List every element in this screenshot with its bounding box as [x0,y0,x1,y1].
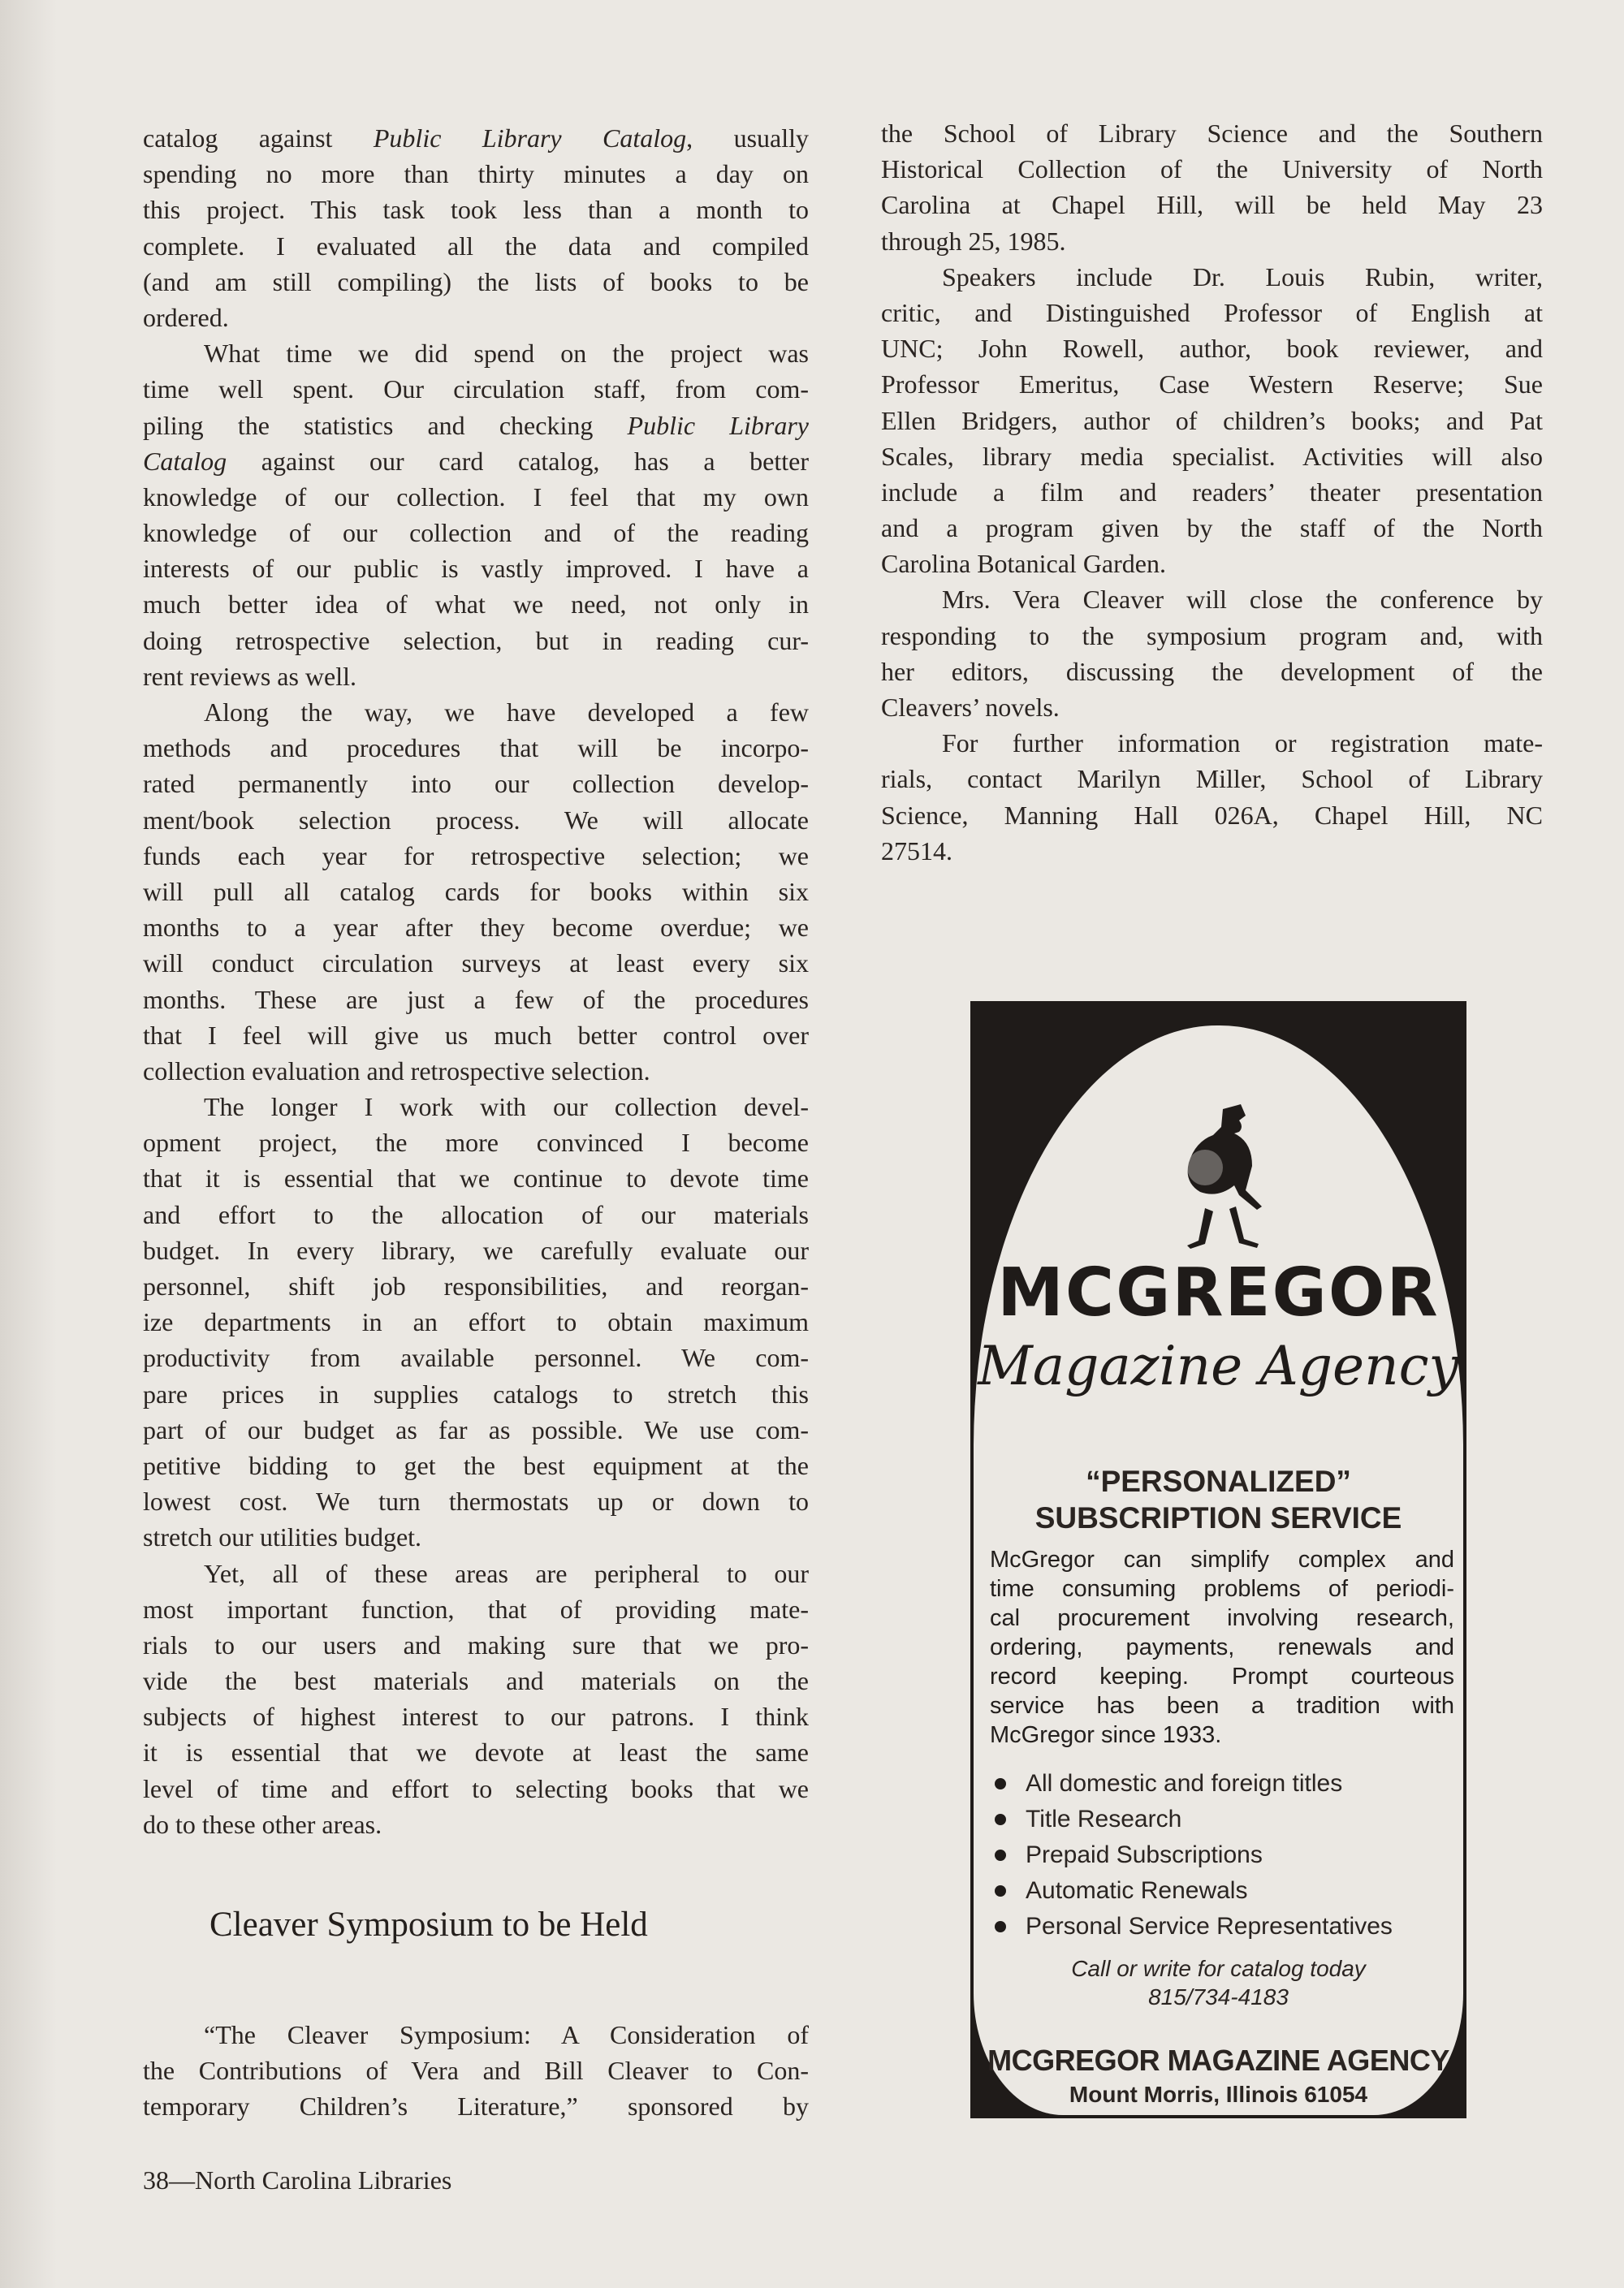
text-line: Science, Manning Hall 026A, Chapel Hill, NC [881,800,1543,830]
text-line: the School of Library Science and the Southern [881,119,1543,148]
text-line: Scales, library media specialist. Activities will also [881,441,1543,471]
text-line: part of our budget as far as possible. We use com- [143,1414,809,1444]
text-line: The longer I work with our collection devel- [204,1092,809,1122]
text-line: ment/book selection process. We will allocate [143,805,809,835]
text-line: productivity from available personnel. We com- [143,1343,809,1373]
list-item [990,1837,1393,1873]
text-line: months. These are just a few of the procedures [143,984,809,1014]
text-line: subjects of highest interest to our patrons. I think [143,1702,809,1732]
text-line: collection evaluation and retrospective selection. [143,1056,650,1086]
text-line: the Contributions of Vera and Bill Cleaver to Con- [143,2056,809,2086]
text-line: rated permanently into our collection develop- [143,769,809,799]
list-item-label: Personal Service Representatives [1026,1913,1393,1940]
text-line: service has been a tradition with [990,1693,1454,1719]
text-line: most important function, that of providing mate- [143,1594,809,1624]
bullet-icon [995,1921,1006,1932]
text-line: record keeping. Prompt courteous [990,1664,1454,1690]
text-line: UNC; John Rowell, author, book reviewer, and [881,334,1543,364]
text-line: and effort to the allocation of our materials [143,1199,809,1229]
ad-feature-list [990,1766,1393,1945]
list-item-label: Title Research [1026,1806,1182,1833]
left-column [143,120,809,1842]
text-line: months to a year after they become overdue; we [143,913,809,943]
text-line: (and am still compiling) the lists of books to be [143,266,809,296]
text-line: that I feel will give us much better control over [143,1020,809,1050]
text-line: Along the way, we have developed a few [204,697,809,727]
text-line: Carolina Botanical Garden. [881,549,1166,579]
text-line: Ellen Bridgers, author of children’s books; and Pat [881,405,1543,435]
ad-phone: 815/734-4183 [1148,1984,1289,2010]
text-line: knowledge of our collection. I feel that my own [143,481,809,512]
ad-subheadline: SUBSCRIPTION SERVICE [1034,1501,1402,1535]
text-line: Carolina at Chapel Hill, will be held May 23 [881,190,1543,220]
text-line: level of time and effort to selecting books that we [143,1773,809,1803]
text-line: through 25, 1985. [881,226,1066,256]
page-edge [0,0,57,2288]
list-item-label: All domestic and foreign titles [1026,1770,1343,1797]
text-line: rials, contact Marilyn Miller, School of Library [881,764,1543,794]
ad-headline: “PERSONALIZED” [1086,1465,1351,1498]
list-item [990,1909,1393,1945]
text-line: piling the statistics and checking Public Library [143,410,809,440]
text-line: budget. In every library, we carefully evaluate our [143,1235,809,1265]
text-line: responding to the symposium program and, with [881,620,1543,650]
bullet-icon [995,1778,1006,1789]
text-line: complete. I evaluated all the data and compiled [143,231,809,261]
text-line: petitive bidding to get the best equipment at the [143,1450,809,1480]
ad-logo-script: Magazine Agency [978,1335,1459,1397]
ad-body-text [990,1545,1454,1750]
ad-address: Mount Morris, Illinois 61054 [1069,2082,1368,2107]
text-line: rent reviews as well. [143,661,357,691]
page-footer: 38—North Carolina Libraries [143,2165,452,2195]
text-line: ordering, payments, renewals and [990,1634,1454,1660]
list-item [990,1802,1393,1837]
list-item-label: Automatic Renewals [1026,1877,1248,1904]
text-line: Yet, all of these areas are peripheral to our [204,1558,809,1588]
text-line: opment project, the more convinced I become [143,1128,809,1158]
text-line: do to these other areas. [143,1809,382,1839]
text-line: rials to our users and making sure that we pro- [143,1630,809,1660]
bullet-icon [995,1885,1006,1897]
text-line: pare prices in supplies catalogs to stretch this [143,1379,809,1409]
text-line: include a film and readers’ theater presentation [881,477,1543,507]
text-line: Professor Emeritus, Case Western Reserve; Sue [881,369,1543,399]
text-line: 27514. [881,835,952,866]
text-line: Historical Collection of the University of North [881,154,1543,184]
text-line: McGregor can simplify complex and [990,1547,1454,1573]
text-line: doing retrospective selection, but in reading cur- [143,625,809,655]
text-line: personnel, shift job responsibilities, and reorgan- [143,1271,809,1301]
text-line: Mrs. Vera Cleaver will close the conference by [942,585,1543,615]
text-line: ize departments in an effort to obtain maximum [143,1307,809,1337]
text-line: What time we did spend on the project was [204,339,809,369]
text-line: “The Cleaver Symposium: A Consideration of [204,2020,809,2049]
text-line: it is essential that we devote at least the same [143,1738,809,1768]
list-item [990,1766,1393,1802]
list-item-label: Prepaid Subscriptions [1026,1841,1263,1868]
text-line: spending no more than thirty minutes a day on [143,159,809,189]
text-line: knowledge of our collection and of the reading [143,518,809,548]
ad-panel [974,1025,1463,2115]
text-line: interests of our public is vastly improved. I have a [143,554,809,584]
ad-logo: MCGREGOR [997,1254,1440,1332]
text-line: temporary Children’s Literature,” sponsored by [143,2092,809,2122]
text-line: will pull all catalog cards for books within six [143,876,809,906]
text-line: funds each year for retrospective selection; we [143,840,809,870]
walking-man-logo-icon [1173,1103,1278,1253]
bullet-icon [995,1850,1006,1861]
text-line: McGregor since 1933. [990,1722,1222,1748]
text-line: ordered. [143,302,229,332]
text-line: time consuming problems of periodi- [990,1576,1454,1602]
text-line: stretch our utilities budget. [143,1522,422,1552]
ad-agency-name: MCGREGOR MAGAZINE AGENCY [987,2044,1449,2077]
text-line: cal procurement involving research, [990,1605,1454,1631]
text-line: Speakers include Dr. Louis Rubin, writer, [942,261,1543,291]
text-line: and a program given by the staff of the North [881,513,1543,543]
text-line: this project. This task took less than a month to [143,195,809,225]
text-line: much better idea of what we need, not only in [143,589,809,619]
text-line: lowest cost. We turn thermostats up or down to [143,1487,809,1517]
article-heading: Cleaver Symposium to be Held [209,1906,648,1944]
text-line: time well spent. Our circulation staff, from com- [143,374,809,404]
text-line: methods and procedures that will be incorpo- [143,733,809,763]
text-line: critic, and Distinguished Professor of English at [881,297,1543,327]
text-line: Catalog against our card catalog, has a better [143,446,809,476]
mcgregor-advertisement [970,1001,1466,2118]
text-line: her editors, discussing the development of the [881,656,1543,686]
text-line: catalog against Public Library Catalog, usually [143,123,809,153]
bullet-icon [995,1814,1006,1825]
text-line: that it is essential that we continue to devote time [143,1163,809,1194]
text-line: Cleavers’ novels. [881,693,1060,722]
text-line: will conduct circulation surveys at least every six [143,948,809,978]
ad-call-to-action: Call or write for catalog today [1071,1956,1366,1981]
right-column [881,115,1543,869]
article-body [143,2017,809,2125]
text-line: For further information or registration mate- [942,728,1543,758]
text-line: vide the best materials and materials on the [143,1666,809,1696]
list-item [990,1873,1393,1909]
